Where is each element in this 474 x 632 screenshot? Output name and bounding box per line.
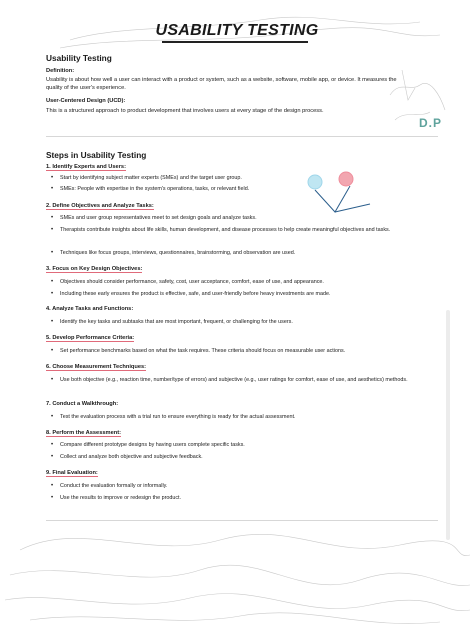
step-bullet: • Set performance benchmarks based on what the task requires. These criteria should focus on measurable user actions. [60,347,434,355]
section-heading-usability: Usability Testing [46,53,112,63]
step-title: 2. Define Objectives and Analyze Tasks: [46,203,154,209]
step-title: 7. Conduct a Walkthrough: [46,401,119,407]
section-divider [46,520,438,521]
signature-mark: D.P [419,116,443,130]
step-title: 1. Identify Experts and Users: [46,164,126,170]
step-title: 5. Develop Performance Criteria: [46,335,135,341]
step-bullet: • Start by identifying subject matter experts (SMEs) and the target user group. [60,174,434,182]
step-bullet: • Use the results to improve or redesign the product. [60,494,434,502]
step-bullet: • Including these early ensures the product is effective, safe, and user-friendly before heavy investments are made. [60,290,434,298]
step-bullet: • Techniques like focus groups, interviews, questionnaires, brainstorming, and observation are used. [60,249,434,257]
step-bullet: • Therapists contribute insights about life skills, human development, and disease processes to help create meaningful objectives and tasks. [60,226,440,234]
step-title: 6. Choose Measurement Techniques: [46,364,147,370]
section-heading-steps: Steps in Usability Testing [46,150,147,160]
step-bullet: • Identify the key tasks and subtasks that are most important, frequent, or challenging for the users. [60,318,434,326]
section-divider [46,136,438,137]
step-bullet: • Objectives should consider performance, safety, cost, user acceptance, comfort, ease of use, and appearance. [60,278,434,286]
title-underline [162,41,308,43]
step-title: 4. Analyze Tasks and Functions: [46,306,134,312]
ucd-label: User-Centered Design (UCD): [46,98,126,104]
ucd-text: This is a structured approach to product development that involves users at every stage of the design process. [46,108,324,114]
step-bullet: • Compare different prototype designs by having users complete specific tasks. [60,441,434,449]
step-bullet: • Conduct the evaluation formally or informally. [60,482,434,490]
definition-text: Usability is about how well a user can interact with a product or system, such as a website, software, mobile app, or device. It measures the quality of the user's experience. [46,77,397,92]
step-title: 8. Perform the Assessment: [46,430,122,436]
step-bullet: • Use both objective (e.g., reaction time, number/type of errors) and subjective (e.g., user ratings for comfort, ease of use, and aesthetics) methods. [60,376,430,384]
step-title: 9. Final Evaluation: [46,470,98,476]
step-bullet: • SMEs and user group representatives meet to set design goals and analyze tasks. [60,214,434,222]
step-bullet: • Collect and analyze both objective and subjective feedback. [60,453,434,461]
page-title: USABILITY TESTING [155,22,319,39]
definition-label: Definition: [46,68,75,74]
page-scrollbar[interactable] [446,310,450,540]
step-title: 3. Focus on Key Design Objectives: [46,266,143,272]
step-bullet: • SMEs: People with expertise in the system's operations, tasks, or relevant field. [60,185,434,193]
step-bullet: • Test the evaluation process with a trial run to ensure everything is ready for the actual assessment. [60,413,434,421]
